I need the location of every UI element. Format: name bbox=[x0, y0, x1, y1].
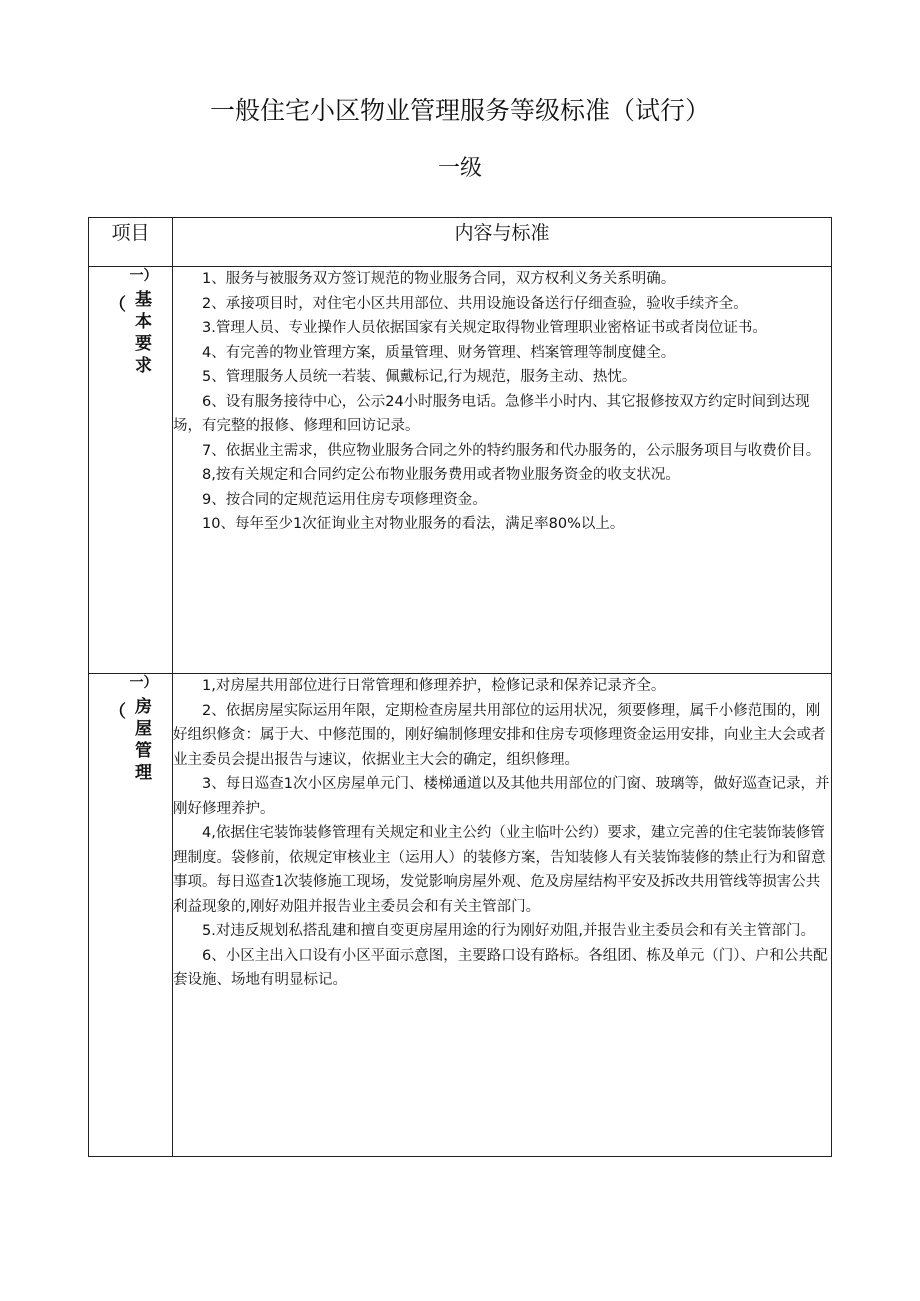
standard-item: 2、承接项目时，对住宅小区共用部位、共用设施设备送行仔细查验，验收手续齐全。 bbox=[202, 295, 748, 312]
category-open-paren: （ bbox=[109, 701, 126, 722]
category-char: 基 bbox=[135, 290, 152, 310]
category-cell-housing-management bbox=[89, 674, 173, 1157]
document-title: 一般住宅小区物业管理服务等级标准（试行） bbox=[209, 96, 710, 125]
standard-item: 6、小区主出入口设有小区平面示意图，主要路口设有路标。各组团、栋及单元（门）、户和公共配套设施、场地有明显标记。 bbox=[173, 947, 828, 988]
standard-item: 4、有完善的物业管理方案，质量管理、财务管理、档案管理等制度健全。 bbox=[202, 344, 676, 361]
category-label-basic-requirements bbox=[131, 267, 157, 377]
standards-table bbox=[88, 217, 832, 1157]
category-char: 本 bbox=[135, 312, 152, 332]
standard-item: 7、依据业主需求，供应物业服务合同之外的特约服务和代办服务的，公示服务项目与收费价目。 bbox=[202, 442, 821, 459]
standard-item: 5、管理服务人员统一若装、佩戴标记,行为规范，服务主动、热忱。 bbox=[202, 369, 637, 385]
standard-item: 1,对房屋共用部位进行日常管理和修理养护，检修记录和保养记录齐全。 bbox=[202, 678, 666, 694]
category-cell-basic-requirements bbox=[89, 267, 173, 674]
standard-item: 2、依据房屋实际运用年限，定期检查房屋共用部位的运用状况，须要修理，属千小修范围的，刚好组织修贪：属于大、中修范围的，刚好编制修理安排和住房专项修理资金运用安排，向业主大会或者业主委员会提出报告与速议，依据业主大会的确定，组织修理。 bbox=[173, 702, 826, 768]
category-char: 房 bbox=[135, 697, 152, 717]
category-number: 一） bbox=[129, 268, 158, 284]
standard-item: 5.对违反规划私搭乱建和擅自变更房屋用途的行为刚好劝阻,并报告业主委员会和有关主管部门。 bbox=[202, 923, 815, 939]
table-row-basic-requirements bbox=[89, 267, 832, 674]
category-char: 管 bbox=[135, 741, 152, 761]
header-content: 内容与标准 bbox=[173, 218, 832, 267]
category-char: 求 bbox=[135, 356, 152, 376]
standard-item: 6、设有服务接待中心，公示24小时服务电话。急修半小时内、其它报修按双方约定时间到达现场，有完整的报修、修理和回访记录。 bbox=[173, 393, 810, 434]
category-label-housing-management bbox=[131, 674, 157, 784]
category-char: 屋 bbox=[135, 719, 152, 739]
category-number: 一） bbox=[129, 675, 158, 691]
standard-item: 8,按有关规定和合同约定公布物业服务费用或者物业服务资金的收支状况。 bbox=[202, 467, 680, 483]
standard-item: 3、每日巡查1次小区房屋单元门、楼梯通道以及其他共用部位的门窗、玻璃等，做好巡查记录，并刚好修理养护。 bbox=[173, 776, 830, 817]
standard-item: 4,依据住宅装饰装修管理有关规定和业主公约（业主临叶公约）要求，建立完善的住宅装饰装修管理制度。袋修前，依规定审核业主（运用人）的装修方案，告知装修人有关装饰装修的禁止行为和留意事项。每日巡查1次装修施工现场，发觉影响房屋外观、危及房屋结构平安及拆改共用管线等损害公共利益现象的,刚好劝阻并报告业主委员会和有关主管部门。 bbox=[173, 825, 826, 915]
standard-item: 9、按合同的定规范运用住房专项修理资金。 bbox=[202, 491, 487, 508]
document-subtitle: 一级 bbox=[437, 156, 482, 181]
content-cell-housing-management bbox=[173, 674, 832, 1157]
category-char: 要 bbox=[135, 334, 152, 354]
header-item: 项目 bbox=[89, 218, 173, 267]
table-row-housing-management bbox=[89, 674, 832, 1157]
content-cell-basic-requirements bbox=[173, 267, 832, 674]
standard-item: 3.管理人员、专业操作人员依据国家有关规定取得物业管理职业密格证书或者岗位证书。 bbox=[202, 320, 767, 336]
table-header-row bbox=[89, 218, 832, 267]
standard-item: 1、服务与被服务双方签订规范的物业服务合同，双方权利义务关系明确。 bbox=[202, 271, 676, 287]
category-open-paren: （ bbox=[109, 294, 126, 315]
category-char: 理 bbox=[135, 763, 152, 783]
standard-item: 10、每年至少1次征询业主对物业服务的看法，满足率80%以上。 bbox=[202, 516, 625, 532]
